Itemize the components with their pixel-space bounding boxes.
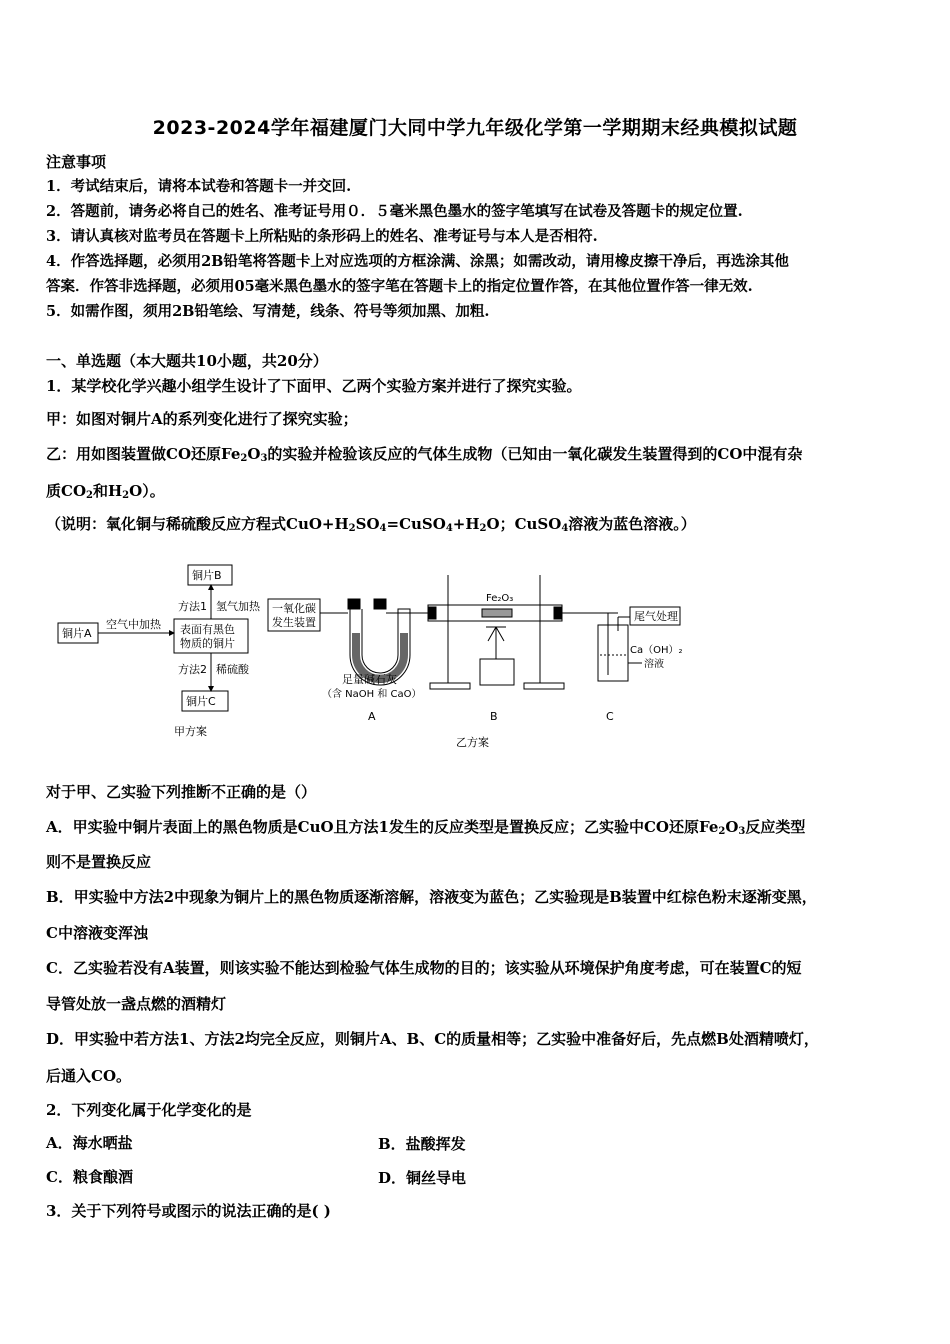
notice-item: 4．作答选择题，必须用2B铅笔将答题卡上对应选项的方框涂满、涂黑；如需改动，请用橡皮擦干净后，再选涂其他 bbox=[46, 253, 789, 270]
wash-bottle bbox=[598, 625, 628, 681]
stand-base bbox=[430, 683, 470, 689]
q1-ask: 对于甲、乙实验下列推断不正确的是（） bbox=[46, 783, 317, 801]
q2-option-c: C．粮食酿酒 bbox=[46, 1168, 133, 1186]
q1-option-c-cont: 导管处放一盏点燃的酒精灯 bbox=[46, 995, 227, 1013]
h2-heat-label: 氢气加热 bbox=[216, 600, 260, 613]
q1-option-b: B．甲实验中方法2中现象为铜片上的黑色物质逐渐溶解，溶液变为蓝色；乙实验现是B装置中红棕色粉末逐渐变黑， bbox=[46, 888, 817, 906]
method2-label: 方法2 bbox=[178, 663, 207, 676]
soda-lime-label: （含 NaOH 和 CaO） bbox=[322, 689, 422, 700]
copper-a-label: 铜片A bbox=[62, 627, 92, 640]
stopper-right bbox=[374, 599, 386, 609]
q1-option-d-cont: 后通入CO。 bbox=[46, 1067, 132, 1085]
notice-item: 5．如需作图，须用2B铅笔绘、写清楚，线条、符号等须加黑、加粗. bbox=[46, 303, 490, 320]
stopper bbox=[554, 607, 562, 619]
page-title: 2023-2024学年福建厦门大同中学九年级化学第一学期期末经典模拟试题 bbox=[152, 117, 798, 139]
q1-stem: 1．某学校化学兴趣小组学生设计了下面甲、乙两个实验方案并进行了探究实验。 bbox=[46, 377, 582, 395]
stopper-left bbox=[348, 599, 360, 609]
q1-option-d: D．甲实验中若方法1、方法2均完全反应，则铜片A、B、C的质量相等；乙实验中准备好后，先点燃B处酒精喷灯， bbox=[46, 1030, 819, 1048]
notice-heading: 注意事项 bbox=[46, 153, 107, 171]
q2-stem: 2．下列变化属于化学变化的是 bbox=[46, 1101, 252, 1119]
jia-scheme-label: 甲方案 bbox=[174, 725, 207, 738]
q1-yi-line2: 质$CO_2$和$H_2O$）。 bbox=[46, 482, 165, 501]
notice-item: 3．请认真核对监考员在答题卡上所粘贴的条形码上的姓名、准考证号与本人是否相符. bbox=[46, 228, 598, 245]
q2-option-b: B．盐酸挥发 bbox=[378, 1135, 466, 1153]
lamp-flame bbox=[488, 627, 504, 645]
q1-option-a-cont: 则不是置换反应 bbox=[46, 853, 152, 871]
notice-item: 答案．作答非选择题，必须用05毫米黑色墨水的签字笔在答题卡上的指定位置作答，在其他位置作答一律无效. bbox=[46, 278, 753, 295]
q1-option-c: C．乙实验若没有A装置，则该实验不能达到检验气体生成物的目的；该实验从环境保护角度考虑，可在装置C的短 bbox=[46, 959, 802, 977]
q2-option-a: A．海水晒盐 bbox=[46, 1134, 133, 1152]
solution-label: 溶液 bbox=[644, 659, 664, 670]
black-copper-label: 物质的铜片 bbox=[180, 637, 235, 650]
co-generator-label: 发生装置 bbox=[272, 616, 316, 629]
soda-lime-label: 足量碱石灰 bbox=[342, 673, 397, 686]
notice-item: 1．考试结束后，请将本试卷和答题卡一并交回. bbox=[46, 178, 352, 195]
tail-gas-label: 尾气处理 bbox=[634, 610, 678, 623]
caoh2-label: Ca（OH）₂ bbox=[630, 645, 683, 656]
stand-base bbox=[524, 683, 564, 689]
device-b-label: B bbox=[490, 710, 498, 723]
copper-c-label: 铜片C bbox=[186, 695, 216, 708]
lamp-body bbox=[480, 659, 514, 685]
notice-item: 2．答题前，请务必将自己的姓名、准考证号用０．５毫米黑色墨水的签字笔填写在试卷及答题卡的规定位置. bbox=[46, 203, 743, 220]
q2-option-d: D．铜丝导电 bbox=[378, 1169, 467, 1187]
air-heat-label: 空气中加热 bbox=[106, 618, 161, 631]
fe2o3-powder bbox=[482, 609, 512, 617]
section-heading: 一、单选题（本大题共10小题，共20分） bbox=[46, 352, 328, 370]
q1-option-a: A．甲实验中铜片表面上的黑色物质是CuO且方法1发生的反应类型是置换反应；乙实验中CO还原$Fe_2O_3$反应类型 bbox=[46, 818, 806, 837]
co-generator-label: 一氧化碳 bbox=[272, 602, 316, 615]
q1-jia: 甲：如图对铜片A的系列变化进行了探究实验； bbox=[46, 410, 358, 428]
stopper bbox=[428, 607, 436, 619]
copper-b-label: 铜片B bbox=[192, 569, 222, 582]
black-copper-label: 表面有黑色 bbox=[180, 623, 235, 636]
q1-yi-line1: 乙：用如图装置做CO还原$Fe_2O_3$的实验并检验该反应的气体生成物（已知由一氧化碳发生装置得到的CO中混有杂 bbox=[46, 445, 803, 464]
method1-label: 方法1 bbox=[178, 600, 207, 613]
experiment-diagram bbox=[50, 555, 690, 755]
q1-note: （说明：氧化铜与稀硫酸反应方程式$CuO+H_2SO_4=CuSO_4+H_2O$；CuSO$_4$溶液为蓝色溶液。） bbox=[46, 515, 696, 534]
device-a-label: A bbox=[368, 710, 376, 723]
dilute-acid-label: 稀硫酸 bbox=[216, 663, 249, 676]
device-c-label: C bbox=[606, 710, 614, 723]
yi-scheme-label: 乙方案 bbox=[456, 736, 489, 749]
fe2o3-label: Fe₂O₃ bbox=[486, 593, 514, 604]
q3-stem: 3．关于下列符号或图示的说法正确的是( ) bbox=[46, 1202, 331, 1220]
q1-option-b-cont: C中溶液变浑浊 bbox=[46, 924, 148, 942]
